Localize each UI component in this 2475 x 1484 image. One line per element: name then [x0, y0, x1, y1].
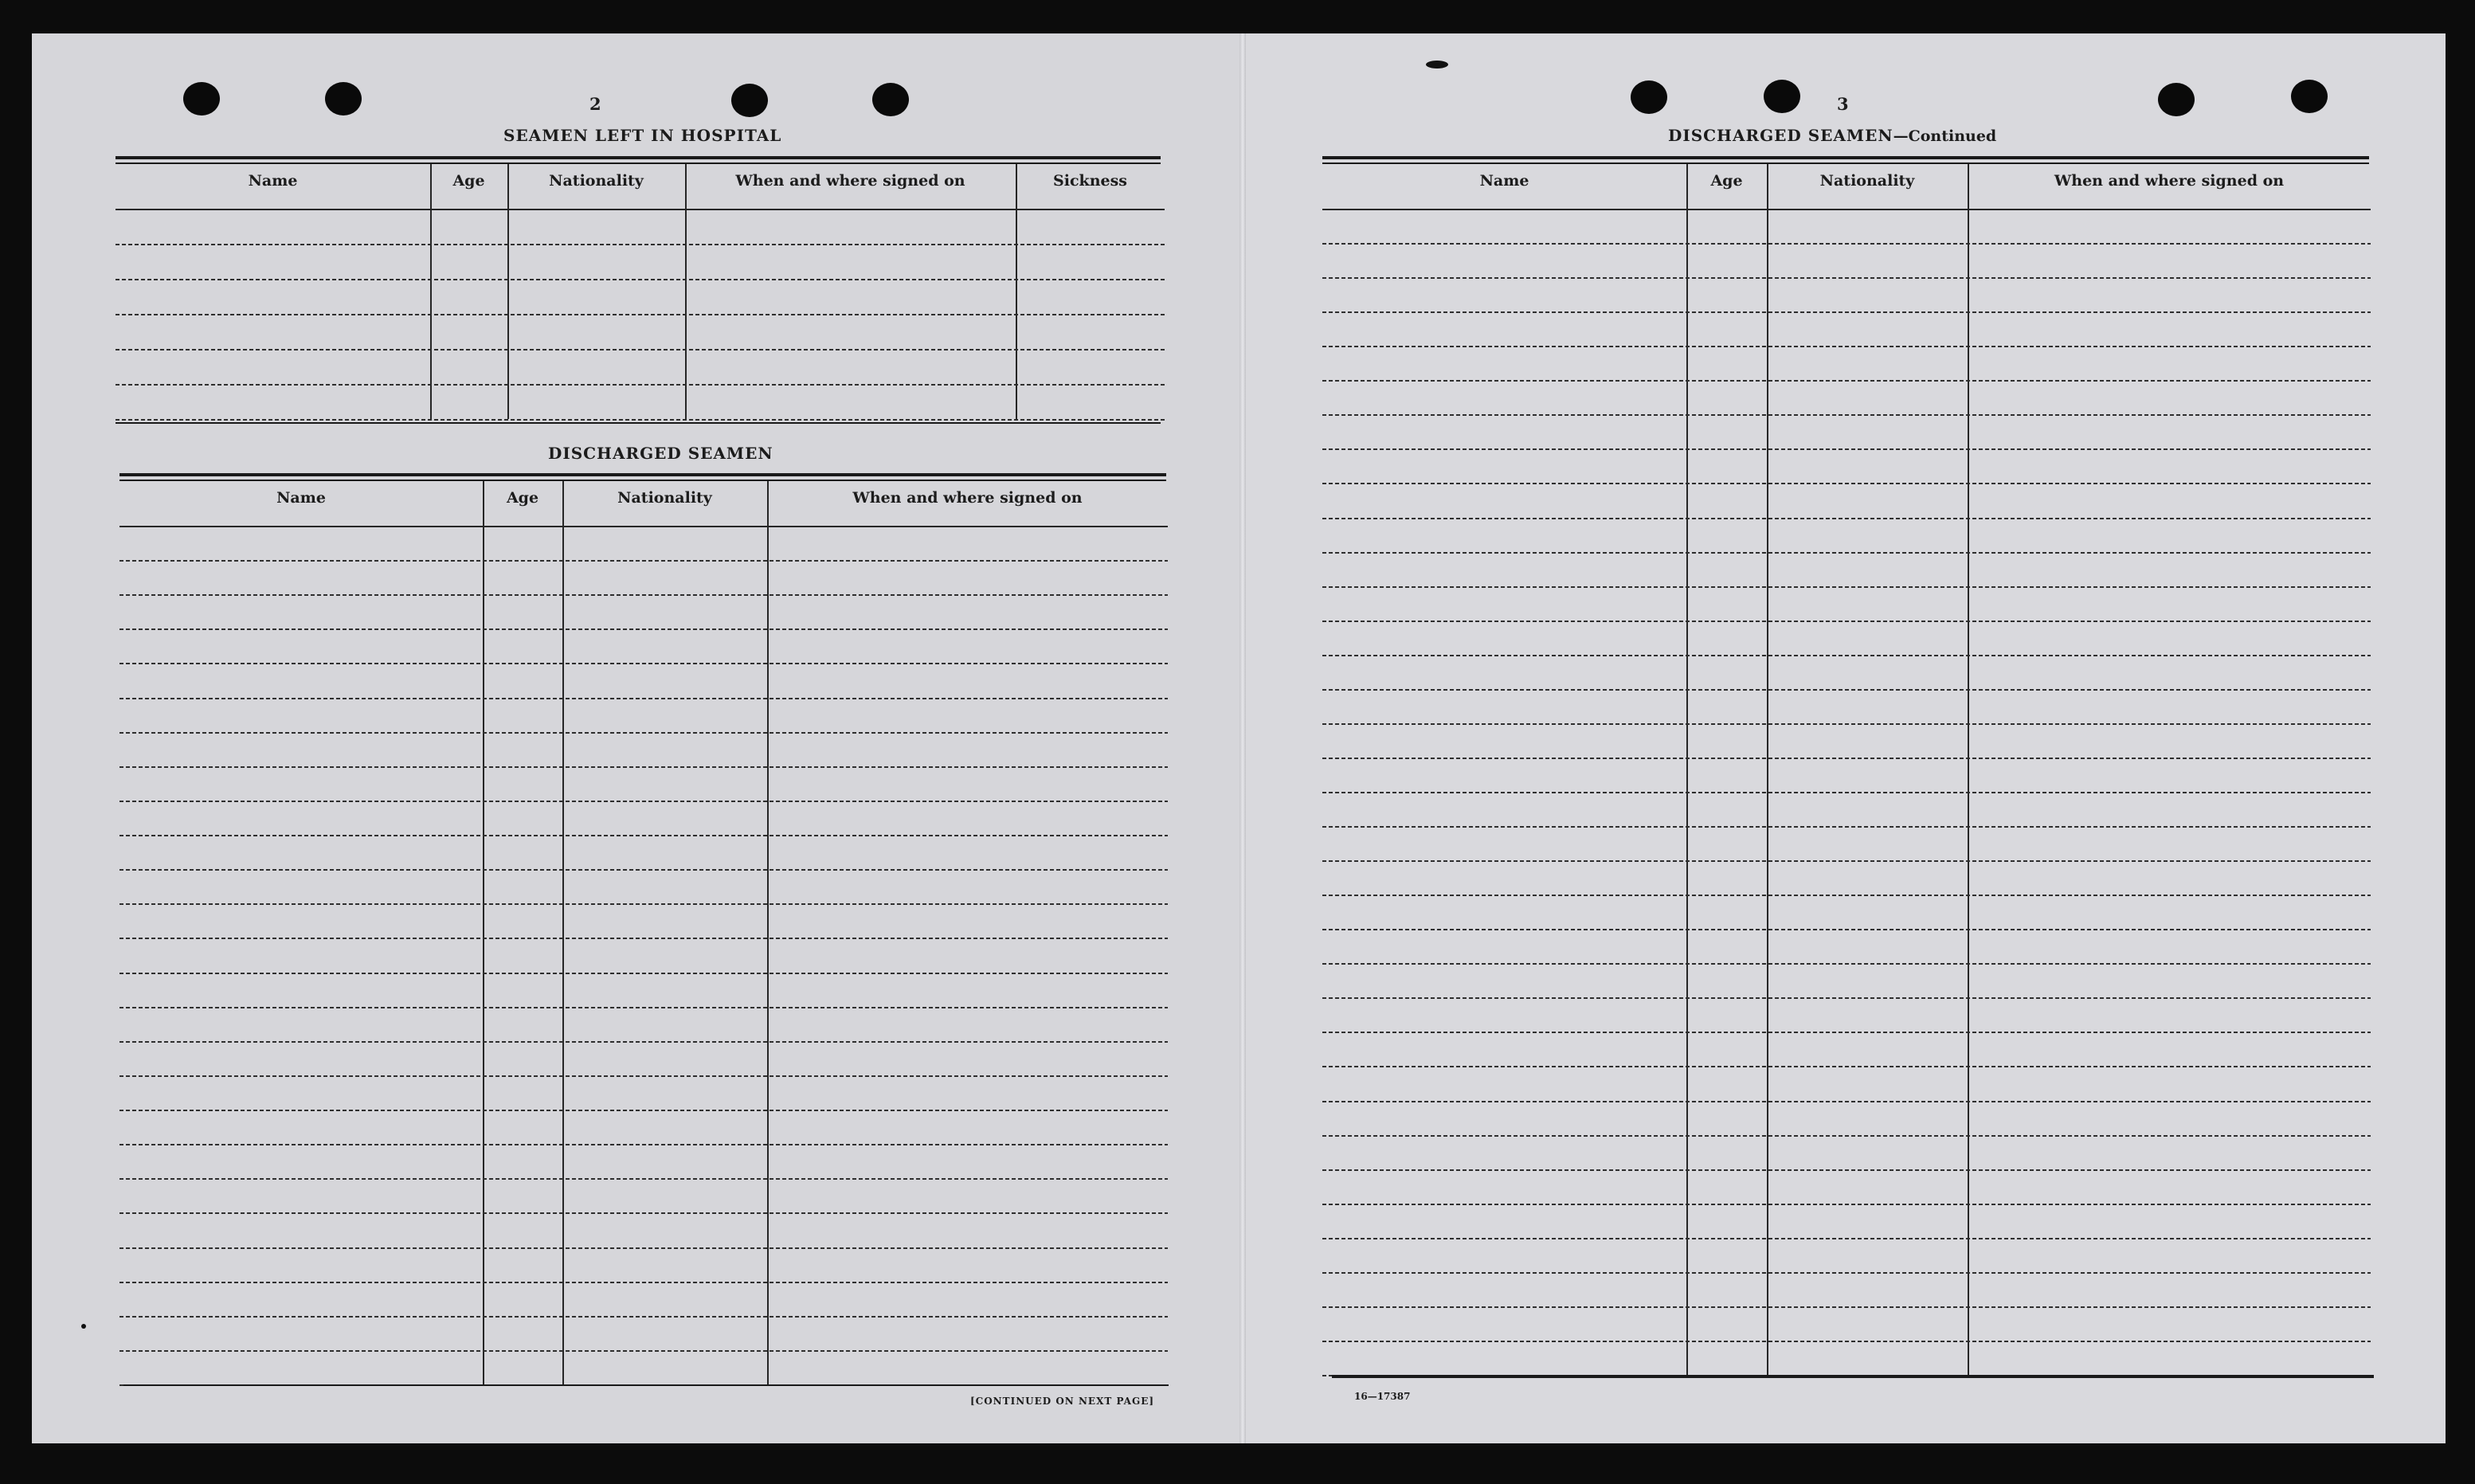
table-row [119, 1282, 1168, 1283]
table-row [1322, 346, 2371, 347]
column-divider [685, 164, 687, 419]
column-divider [507, 164, 509, 419]
header-underline [116, 209, 1165, 210]
speck [81, 1324, 86, 1329]
table-row [1322, 826, 2371, 828]
table-row [1322, 448, 2371, 450]
header-underline [1322, 209, 2371, 210]
table-row [1322, 1238, 2371, 1239]
table-row [1322, 1272, 2371, 1274]
punch-hole-right-2 [1764, 80, 1800, 113]
punch-hole-left-4 [872, 83, 909, 116]
continued-note: [CONTINUED ON NEXT PAGE] [970, 1396, 1155, 1407]
table-row [1322, 1101, 2371, 1102]
column-header-name: Name [1479, 172, 1529, 190]
column-divider [1016, 164, 1017, 419]
discharged-continued-title-main: DISCHARGED SEAMEN [1668, 126, 1893, 145]
table-row [119, 698, 1168, 699]
table-row [1322, 586, 2371, 588]
table-row [119, 1212, 1168, 1214]
hospital-bottom-rule [116, 422, 1161, 424]
table-row [1322, 1341, 2371, 1342]
table-row [119, 869, 1168, 871]
continued-top-rule-2 [1322, 162, 2369, 164]
column-header-name: Name [248, 172, 298, 190]
hospital-section-title: SEAMEN LEFT IN HOSPITAL [503, 126, 782, 145]
table-row [1322, 1306, 2371, 1308]
table-row [119, 801, 1168, 802]
discharged-section-title: DISCHARGED SEAMEN [548, 444, 773, 463]
column-header-name: Name [276, 489, 326, 507]
table-row [1322, 723, 2371, 725]
table-row [1322, 1204, 2371, 1205]
table-row [119, 594, 1168, 596]
discharged-top-rule [119, 473, 1166, 476]
form-number: 16—17387 [1354, 1391, 1411, 1402]
table-row [119, 835, 1168, 836]
table-row [1322, 621, 2371, 622]
table-row [119, 973, 1168, 974]
punch-hole-left-3 [731, 84, 768, 117]
table-row [1322, 518, 2371, 519]
header-underline [119, 526, 1168, 527]
punch-hole-left-2 [325, 82, 362, 116]
table-row [119, 1075, 1168, 1077]
table-row [116, 244, 1165, 245]
table-row [1322, 758, 2371, 759]
column-divider [430, 164, 432, 419]
table-row [119, 938, 1168, 939]
table-row [119, 1144, 1168, 1145]
table-row [119, 560, 1168, 562]
page-number-right: 3 [1837, 94, 1849, 114]
table-row [1322, 243, 2371, 245]
table-row [1322, 1066, 2371, 1067]
table-row [119, 628, 1168, 630]
table-row [116, 419, 1165, 421]
table-row [1322, 963, 2371, 965]
column-header-nationality: Nationality [617, 489, 712, 507]
column-header-sickness: Sickness [1053, 172, 1127, 190]
punch-hole-right-3 [2158, 83, 2195, 116]
table-row [1322, 1032, 2371, 1033]
column-header-when-and-where-signed-on: When and where signed on [852, 489, 1083, 507]
hospital-top-rule [116, 156, 1161, 159]
punch-hole-right-4 [2291, 80, 2328, 113]
table-row [1322, 1135, 2371, 1137]
table-row [116, 314, 1165, 315]
table-row [119, 663, 1168, 664]
table-row [1322, 311, 2371, 313]
table-row [119, 766, 1168, 768]
table-row [1322, 483, 2371, 484]
column-header-when-and-where-signed-on: When and where signed on [735, 172, 965, 190]
column-header-nationality: Nationality [1819, 172, 1915, 190]
table-row [1322, 277, 2371, 279]
page-number-left: 2 [589, 94, 601, 114]
continued-top-rule [1322, 156, 2369, 159]
punch-hole-right-1 [1631, 80, 1667, 114]
table-row [116, 384, 1165, 386]
table-row [1322, 1169, 2371, 1171]
table-row [119, 1110, 1168, 1111]
discharged-bottom-rule [123, 1384, 1169, 1386]
table-row [119, 1316, 1168, 1318]
table-row [119, 1041, 1168, 1043]
discharged-top-rule-2 [119, 480, 1166, 481]
column-header-age: Age [452, 172, 485, 190]
page-fold [1239, 33, 1246, 1443]
table-row [116, 349, 1165, 350]
table-row [119, 1350, 1168, 1352]
table-row [116, 279, 1165, 280]
table-row [1322, 792, 2371, 793]
table-row [1322, 552, 2371, 554]
table-row [119, 903, 1168, 905]
table-row [1322, 380, 2371, 382]
discharged-continued-title-suffix: —Continued [1893, 127, 1997, 145]
table-row [119, 1178, 1168, 1180]
column-header-age: Age [506, 489, 539, 507]
discharged-continued-title [1668, 126, 1996, 145]
table-row [1322, 860, 2371, 862]
table-row [119, 732, 1168, 734]
column-header-when-and-where-signed-on: When and where signed on [2054, 172, 2285, 190]
table-row [119, 1247, 1168, 1249]
column-header-age: Age [1710, 172, 1743, 190]
table-row [1322, 895, 2371, 896]
punch-hole-left-1 [183, 82, 220, 116]
column-header-nationality: Nationality [549, 172, 644, 190]
table-row [1322, 997, 2371, 999]
right-page [1243, 33, 2446, 1443]
continued-bottom-rule [1332, 1375, 2374, 1378]
hospital-top-rule-2 [116, 162, 1161, 164]
table-row [1322, 929, 2371, 930]
speck [1426, 61, 1448, 69]
table-row [119, 1007, 1168, 1008]
table-row [1322, 414, 2371, 416]
table-row [1322, 655, 2371, 656]
table-row [1322, 689, 2371, 691]
